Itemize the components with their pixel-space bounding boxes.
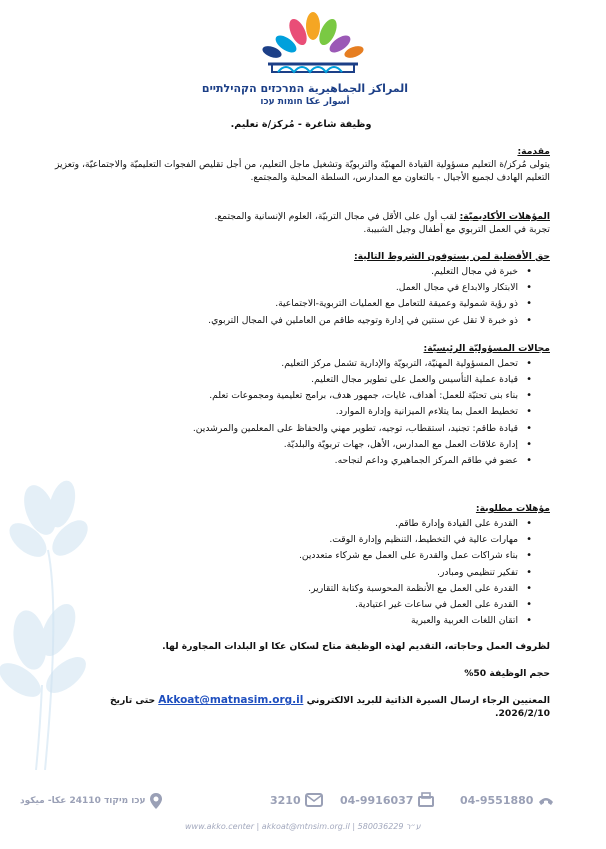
mailbox-icon [305, 792, 323, 808]
footer [0, 782, 606, 842]
preference-heading: حق الأفضلية لمن يستوفون الشروط التالية: [354, 251, 550, 262]
footer-contacts [20, 792, 590, 816]
footer-fax: 04-9916037 [340, 792, 435, 808]
list-item: • القدرة على العمل في ساعات غير اعتيادية. [52, 598, 532, 611]
required-list [52, 517, 532, 627]
job-posting-content [52, 118, 550, 720]
list-item: • مهارات عالية في التخطيط، التنظيم وإدارة الوقت. [52, 533, 532, 546]
email-link[interactable]: Akkoat@matnasim.org.il [158, 694, 304, 707]
org-name: المراكز الجماهيرية המרכזים הקהילתיים [201, 82, 409, 95]
intro-text: يتولى مُركز/ة التعليم مسؤولية القيادة المهنيّة والتربويّة وتشغيل ماجل التعليم، من أجل تقليص الفجوات التعليميّة والاجتماعيّة، وتعزيز التعليم الهادف لجميع الأجيال - بالتعاون مع المدارس، السلطة المحلية والمجتمع. [54, 159, 550, 183]
list-item: • عضو في طاقم المركز الجماهيري وداعم لنجاحه. [52, 454, 532, 467]
intro-heading: مقدمة: [517, 146, 550, 157]
list-item: • قيادة عملية التأسيس والعمل على تطوير مجال التعليم. [52, 373, 532, 386]
fax-icon [417, 792, 435, 808]
eligibility-note: لظروف العمل وحاجاته، التقديم لهذه الوظيفة متاح لسكان عكا او البلدات المجاورة لها. [162, 641, 550, 653]
list-item: • ذو رؤية شمولية وعميقة للتعامل مع العمليات التربوية-الاجتماعية. [52, 297, 532, 310]
list-item: • تحمل المسؤولية المهنيّة، التربويّة والإدارية تشمل مركز التعليم. [52, 357, 532, 370]
list-item: • بناء شراكات عمل والقدرة على العمل مع شركاء متعددين. [52, 549, 532, 562]
required-heading: مؤهلات مطلوبة: [475, 503, 550, 515]
apply-instructions: المعنيين الرجاء ارسال السيرة الذاتية للبريد الالكتروني Akkoat@matnasim.org.il حتى تاريخ [109, 694, 550, 707]
list-item: • القدرة على القيادة وإدارة طاقم. [52, 517, 532, 530]
list-item: • الابتكار والابداع في مجال العمل. [52, 281, 532, 294]
org-subtitle: أسوار عكا חומות עכו [260, 97, 350, 107]
list-item: • ذو خبرة لا تقل عن سنتين في إدارة وتوجيه طاقم من العاملين في المجال التربوي. [52, 314, 532, 327]
footer-phone: 04-9551880 [460, 792, 555, 808]
preference-list [52, 265, 532, 327]
list-item: • القدرة على العمل مع الأنظمة المحوسبة وكتابة التقارير. [52, 582, 532, 595]
list-item: • تخطيط العمل بما يتلاءم الميزانية وإدارة الموارد. [52, 405, 532, 418]
apply-date: 2026/2/10. [495, 708, 550, 720]
footer-address: עכו מיקוד 24110 عكا- ميكود [20, 792, 163, 810]
list-item: • اتقان اللغات العربية والعبرية [52, 614, 532, 627]
list-item: • إدارة علاقات العمل مع المدارس، الأهل، جهات تربويّة والبلديّة. [52, 438, 532, 451]
job-size: حجم الوظيفة 50% [464, 668, 550, 680]
org-logo-icon [258, 12, 368, 82]
qualifications-experience: تجربة في العمل التربوي مع أطفال وجيل الشبيبة. [363, 224, 550, 235]
list-item: • تفكير تنظيمي ومبادر. [52, 566, 532, 579]
footer-web-info: www.akko.center | akkoat@mtnsim.org.il | ע״ר 580036229 [185, 822, 421, 831]
list-item: • قيادة طاقم: تجنيد، استقطاب، توجيه، تطوير مهني والحفاظ على المعلمين والمرشدين. [52, 422, 532, 435]
phone-icon [537, 792, 555, 808]
location-pin-icon [149, 792, 163, 810]
page-title: وظيفة شاغرة - مُركز/ة تعليم. [230, 119, 372, 130]
list-item: • خبرة في مجال التعليم. [52, 265, 532, 278]
responsibilities-heading: مجالات المسؤوليّة الرئيسيّة: [423, 342, 550, 354]
list-item: • بناء بنى تحتيّة للعمل: أهداف، غايات، جمهور هدف، برامج تعليمية ومجموعات تعلم. [52, 389, 532, 402]
responsibilities-list [52, 357, 532, 467]
qualifications-heading: المؤهلات الأكاديميّة: [459, 211, 550, 222]
qualifications-line: المؤهلات الأكاديميّة: لقب أول على الأقل في مجال التربيّة، العلوم الإنسانية والمجتمع. [214, 211, 550, 222]
footer-pobox: 3210 [270, 792, 323, 808]
